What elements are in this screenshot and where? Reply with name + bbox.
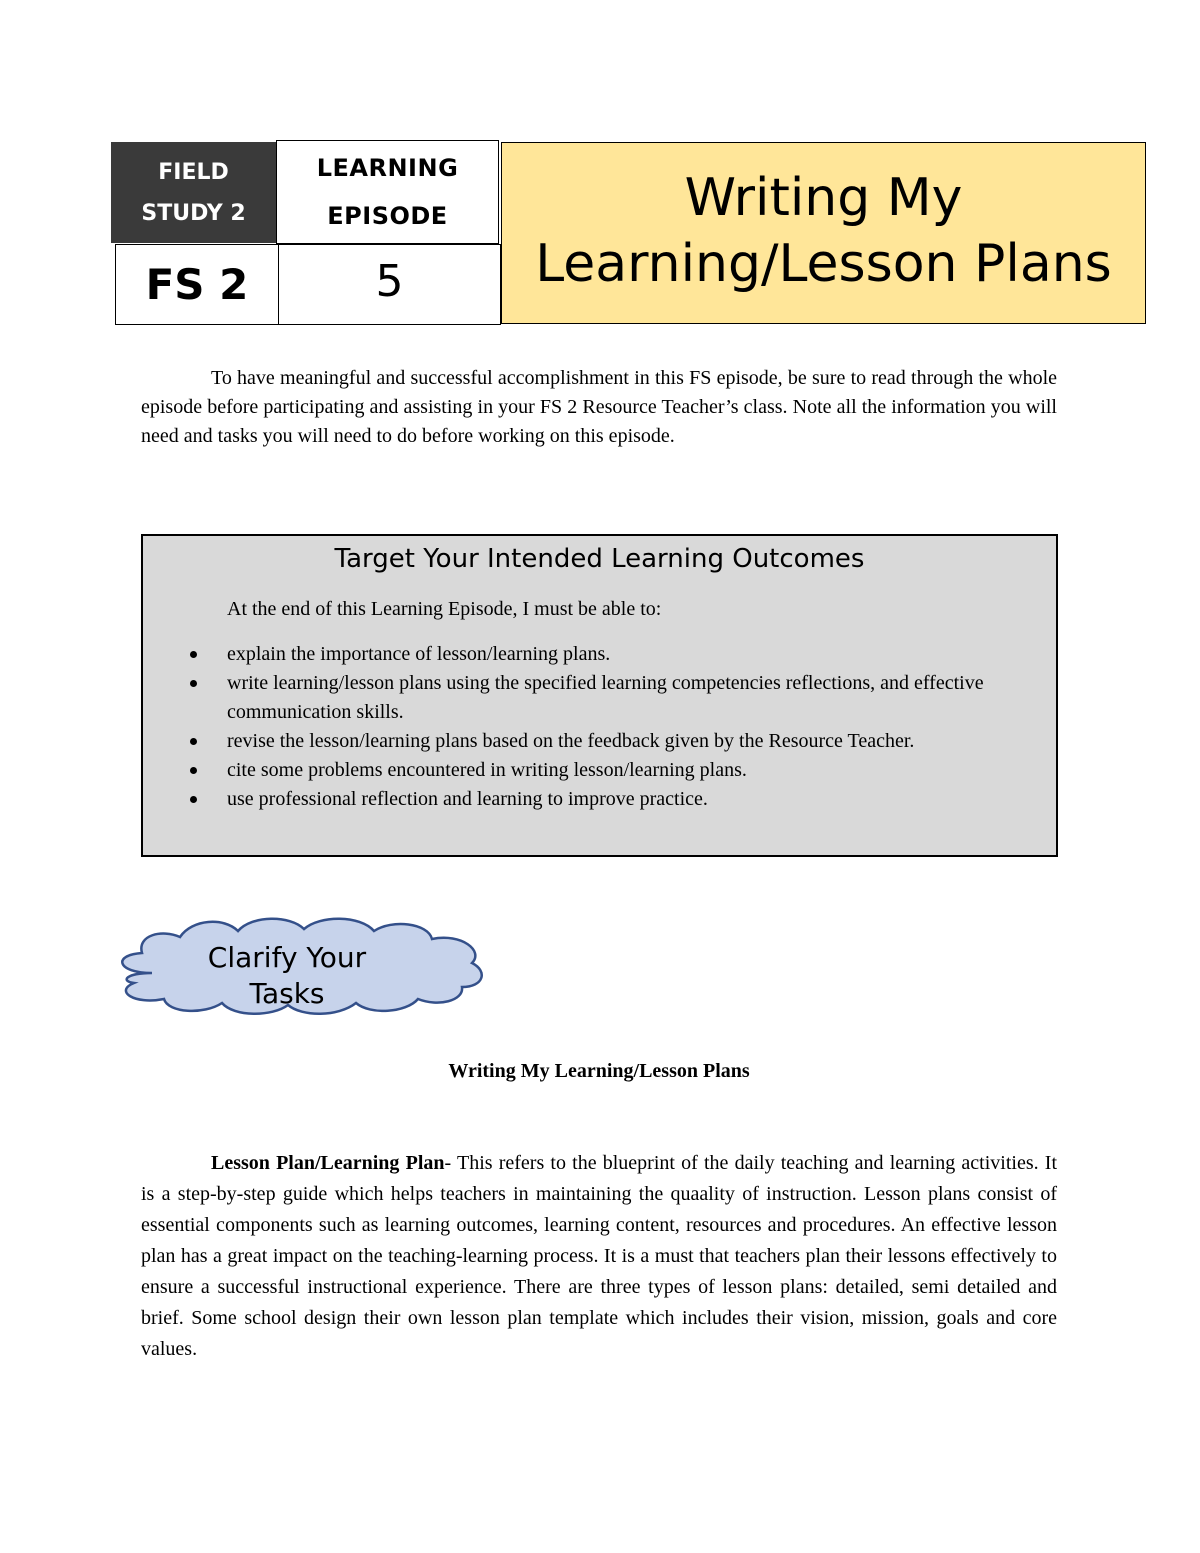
outcome-item: cite some problems encountered in writing lesson/learning plans. bbox=[186, 756, 1036, 785]
cloud-line2: Tasks bbox=[249, 977, 325, 1010]
learning-outcomes-box bbox=[141, 534, 1058, 857]
field-label-line1: FIELD bbox=[158, 159, 229, 185]
outcomes-heading: Target Your Intended Learning Outcomes bbox=[334, 544, 865, 574]
fs-code: FS 2 bbox=[145, 260, 249, 309]
section-title: Writing My Learning/Lesson Plans bbox=[448, 1060, 750, 1082]
field-study-box bbox=[111, 142, 276, 243]
learning-episode-box bbox=[276, 140, 499, 244]
fs-code-box bbox=[115, 244, 279, 325]
episode-number-box bbox=[278, 244, 501, 325]
outcomes-list bbox=[186, 640, 1036, 814]
outcome-item: explain the importance of lesson/learning plans. bbox=[186, 640, 1036, 669]
outcome-item: use professional reflection and learning to improve practice. bbox=[186, 785, 1036, 814]
outcome-item: write learning/lesson plans using the specified learning competencies reflections, and effective communication skills. bbox=[186, 669, 1036, 727]
learning-label-line1: LEARNING bbox=[316, 154, 459, 182]
cloud-callout-text bbox=[112, 940, 462, 1010]
outcomes-lead: At the end of this Learning Episode, I must be able to: bbox=[227, 598, 662, 620]
page-title-line2: Learning/Lesson Plans bbox=[535, 234, 1112, 294]
lesson-plan-text: - This refers to the blueprint of the daily teaching and learning activities. It is a step-by-step guide which helps teachers in maintaining the quaality of instruction. Lesson plans consist of essential components such as learning outcomes, learning content, resources and procedures. An effective lesson plan has a great impact on the teaching-learning process. It is a must that teachers plan their lessons effectively to ensure a successful instructional experience. There are three types of lesson plans: detailed, semi detailed and brief. Some school design their own lesson plan template which includes their vision, mission, goals and core values. bbox=[141, 1152, 1058, 1360]
page-title-line1: Writing My bbox=[684, 168, 963, 228]
lesson-plan-definition bbox=[141, 1148, 1057, 1365]
field-label-line2: STUDY 2 bbox=[141, 200, 246, 226]
episode-number: 5 bbox=[375, 256, 404, 307]
learning-label-line2: EPISODE bbox=[327, 202, 448, 230]
intro-paragraph: To have meaningful and successful accomplishment in this FS episode, be sure to read through the whole episode before participating and assisting in your FS 2 Resource Teacher’s class. Note all the information you will need and tasks you will need to do before working on this episode. bbox=[141, 367, 1057, 447]
page-title-box bbox=[501, 142, 1146, 324]
lesson-plan-term: Lesson Plan/Learning Plan bbox=[211, 1152, 445, 1174]
cloud-line1: Clarify Your bbox=[207, 941, 367, 974]
outcome-item: revise the lesson/learning plans based on the feedback given by the Resource Teacher. bbox=[186, 727, 1036, 756]
